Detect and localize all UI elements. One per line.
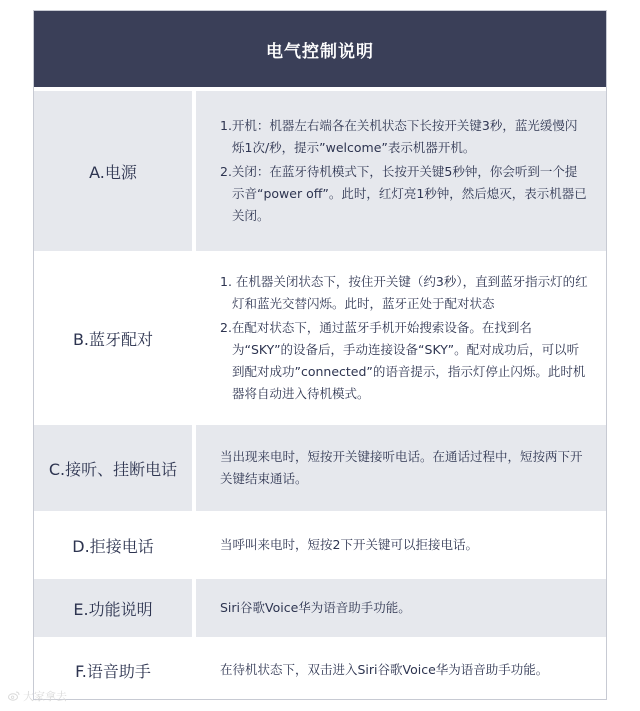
row-label-cell <box>34 579 192 637</box>
row-paragraph: 1. 在机器关闭状态下，按住开关键（约3秒），直到蓝牙指示灯的红灯和蓝光交替闪烁。此时，蓝牙正处于配对状态 <box>220 274 588 311</box>
row-content-cell <box>196 515 606 575</box>
table-row-answer-hangup <box>34 425 606 511</box>
table-row-power <box>34 91 606 251</box>
row-paragraph: 在待机状态下，双击进入Siri谷歌Voice华为语音助手功能。 <box>220 662 549 677</box>
row-content-cell <box>196 641 606 699</box>
row-label: A.电源 <box>89 162 137 182</box>
weibo-logo-icon <box>8 690 20 702</box>
row-label-cell <box>34 425 192 511</box>
row-paragraph: 1.开机：机器左右端各在关机状态下长按开关键3秒，蓝光缓慢闪烁1次/秒，提示”welcome”表示机器开机。 <box>220 118 578 155</box>
row-content-cell <box>196 579 606 637</box>
row-label: D.拒接电话 <box>72 536 154 556</box>
row-paragraph: 2.关闭：在蓝牙待机模式下，长按开关键5秒钟，你会听到一个提示音“power off”。此时，红灯亮1秒钟，然后熄灭，表示机器已关闭。 <box>220 164 587 223</box>
table-row-voice-assistant <box>34 641 606 699</box>
table-row-bluetooth-pairing <box>34 255 606 421</box>
table-title: 电气控制说明 <box>266 41 374 62</box>
row-label: C.接听、挂断电话 <box>48 459 178 479</box>
row-content-cell <box>196 425 606 511</box>
watermark <box>8 688 67 704</box>
row-paragraph: Siri谷歌Voice华为语音助手功能。 <box>220 600 411 615</box>
row-paragraph: 当呼叫来电时，短按2下开关键可以拒接电话。 <box>220 537 478 552</box>
watermark-text: 大家拿去 <box>23 690 67 703</box>
row-paragraph: 当出现来电时，短按开关键接听电话。在通话过程中，短按两下开关键结束通话。 <box>220 449 583 486</box>
row-label: F.语音助手 <box>75 661 151 681</box>
spec-table <box>33 10 607 700</box>
table-header <box>34 11 606 87</box>
row-content-cell <box>196 91 606 251</box>
row-label-cell <box>34 91 192 251</box>
table-row-function <box>34 579 606 637</box>
row-label: E.功能说明 <box>73 599 153 619</box>
row-paragraph: 2.在配对状态下，通过蓝牙手机开始搜索设备。在找到名为“SKY”的设备后，手动连接设备“SKY”。配对成功后，可以听到配对成功”connected”的语音提示，指示灯停止闪烁。此时机器将自动进入待机模式。 <box>220 320 586 401</box>
row-label-cell <box>34 255 192 421</box>
row-label: B.蓝牙配对 <box>72 329 154 349</box>
row-content-cell <box>196 255 606 421</box>
table-row-reject-call <box>34 515 606 575</box>
row-label-cell <box>34 515 192 575</box>
